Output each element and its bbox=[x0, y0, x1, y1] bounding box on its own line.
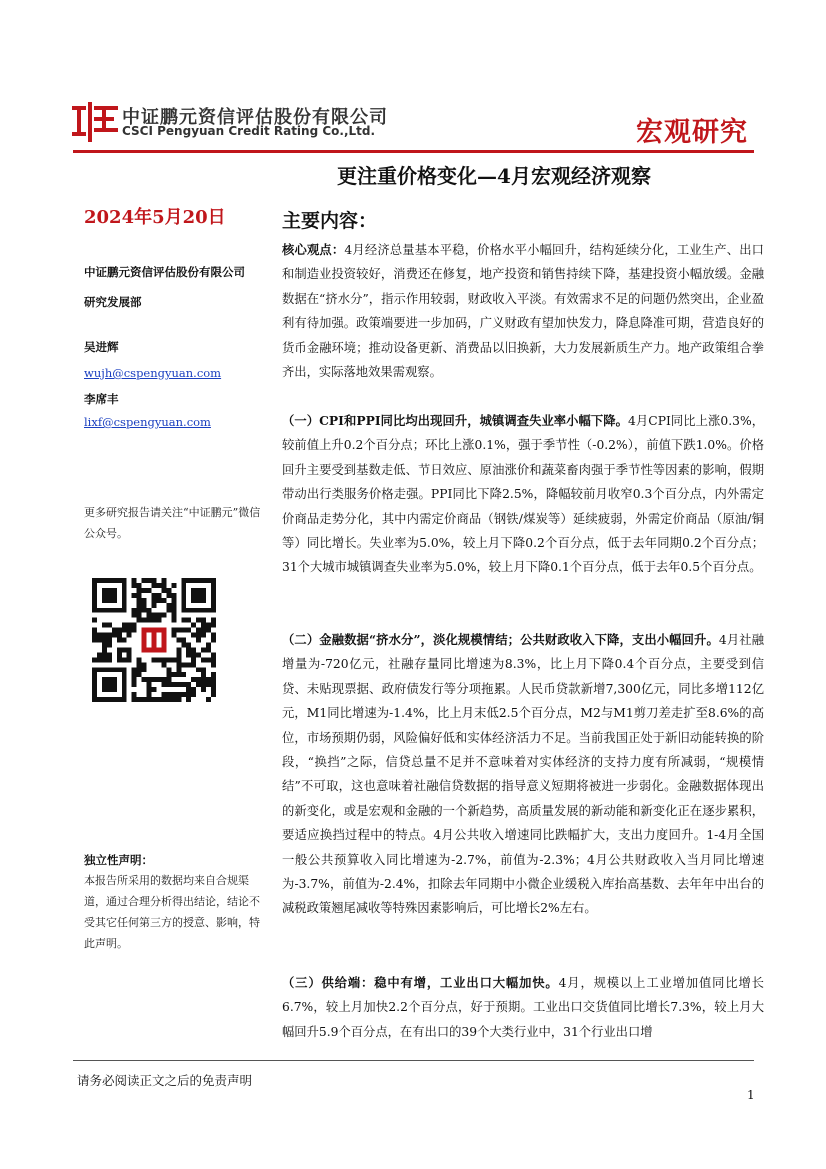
paragraph-text: 4月经济总量基本平稳，价格水平小幅回升，结构延续分化，工业生产、出口和制造业投资较好，消费还在修复，地产投资和销售持续下降，基建投资小幅放缓。金融数据在“挤水分”，指示作用较弱，财政收入平淡。有效需求不足的问题仍然突出，企业盈利有待加强。政策端要进一步加码，广义财政有望加快发力，降息降准可期，营造良好的货币金融环境；推动设备更新、消费品以旧换新，大力发展新质生产力。地产政策组合拳齐出，实际落地效果需观察。 bbox=[282, 243, 764, 380]
author-email-link[interactable]: lixf@cspengyuan.com bbox=[84, 415, 211, 429]
report-category: 宏观研究 bbox=[636, 117, 748, 148]
org-name: 中证鹏元资信评估股份有限公司 bbox=[84, 265, 245, 279]
author-email-link[interactable]: wujh@cspengyuan.com bbox=[84, 366, 222, 380]
paragraph-prices bbox=[282, 409, 764, 580]
footer-divider bbox=[73, 1060, 754, 1061]
disclaimer-note: 请务必阅读正文之后的免责声明 bbox=[77, 1073, 253, 1088]
company-logo bbox=[72, 102, 118, 142]
report-title: 更注重价格变化—4月宏观经济观察 bbox=[337, 164, 651, 188]
paragraph-supply bbox=[282, 971, 764, 1044]
department: 研究发展部 bbox=[84, 295, 142, 309]
paragraph-lead: （三）供给端：稳中有增，工业出口大幅加快。 bbox=[282, 975, 559, 990]
company-name-cn: 中证鹏元资信评估股份有限公司 bbox=[122, 107, 388, 128]
follow-note: 更多研究报告请关注“中证鹏元”微信公众号。 bbox=[84, 506, 261, 540]
header-divider bbox=[73, 150, 754, 153]
company-name-en: CSCI Pengyuan Credit Rating Co.,Ltd. bbox=[122, 124, 376, 138]
paragraph-text: 4月社融增量为-720亿元，社融存量同比增速为8.3%，比上月下降0.4个百分点，主要受到信贷、未贴现票据、政府债发行等分项拖累。人民币贷款新增7,300亿元，同比多增112亿元，M1同比增速为-1.4%，比上月末低2.5个百分点，M2与M1剪刀差走扩至8.6%的高位，市场预期仍弱，风险偏好低和实体经济活力不足。当前我国正处于新旧动能转换的阶段，“换挡”之际，信贷总量不足并不意味着对实体经济的支持力度有所减弱，“规模情结”不可取，这也意味着社融信贷数据的指导意义短期将被进一步弱化。金融数据体现出的新变化，或是宏观和金融的一个新趋势，高质量发展的新动能和新变化正在逐步累积，要适应换挡过程中的特点。4月公共收入增速同比跌幅扩大，支出力度回升。1-4月全国一般公共预算收入同比增速为-2.7%，前值为-2.3%；4月公共财政收入当月同比增速为-3.7%，前值为-2.4%，扣除去年同期中小微企业缓税入库抬高基数、去年年中出台的减税政策翘尾减收等特殊因素影响后，可比增长2%左右。 bbox=[282, 633, 764, 916]
paragraph-lead: （一）CPI和PPI同比均出现回升，城镇调查失业率小幅下降。 bbox=[282, 413, 629, 428]
author-name: 吴进辉 bbox=[84, 340, 119, 354]
paragraph-core-view bbox=[282, 238, 764, 384]
paragraph-text: 4月，规模以上工业增加值同比增长6.7%，较上月加快2.2个百分点，好于预期。工业出口交货值同比增长7.3%，较上月大幅回升5.9个百分点，在有出口的39个大类行业中，31个行业出口增 bbox=[282, 976, 764, 1039]
page-number: 1 bbox=[747, 1088, 755, 1102]
qr-code-image bbox=[92, 578, 216, 702]
report-date: 2024年5月20日 bbox=[84, 207, 226, 228]
paragraph-finance bbox=[282, 628, 764, 921]
independence-title: 独立性声明： bbox=[84, 853, 153, 867]
author-name: 李席丰 bbox=[84, 392, 119, 406]
paragraph-text: 4月CPI同比上涨0.3%，较前值上升0.2个百分点；环比上涨0.1%，强于季节性（-0.2%），前值下跌1.0%。价格回升主要受到基数走低、节日效应、原油涨价和蔬菜畜肉强于季节性等因素的影响，假期带动出行类服务价格走强。PPI同比下降2.5%，降幅较前月收窄0.3个百分点，内外需定价商品走势分化，其中内需定价商品（钢铁/煤炭等）延续疲弱，外需定价商品（原油/铜等）同比增长。失业率为5.0%，较上月下降0.2个百分点，低于去年同期0.2个百分点；31个大城市城镇调查失业率为5.0%，较上月下降0.1个百分点，低于去年0.5个百分点。 bbox=[282, 414, 764, 575]
paragraph-lead: 核心观点： bbox=[282, 242, 345, 257]
section-heading: 主要内容： bbox=[282, 210, 378, 232]
independence-statement: 本报告所采用的数据均来自合规渠道，通过合理分析得出结论，结论不受其它任何第三方的授意、影响，特此声明。 bbox=[84, 874, 260, 950]
paragraph-lead: （二）金融数据“挤水分”，淡化规模情结；公共财政收入下降，支出小幅回升。 bbox=[282, 632, 719, 647]
